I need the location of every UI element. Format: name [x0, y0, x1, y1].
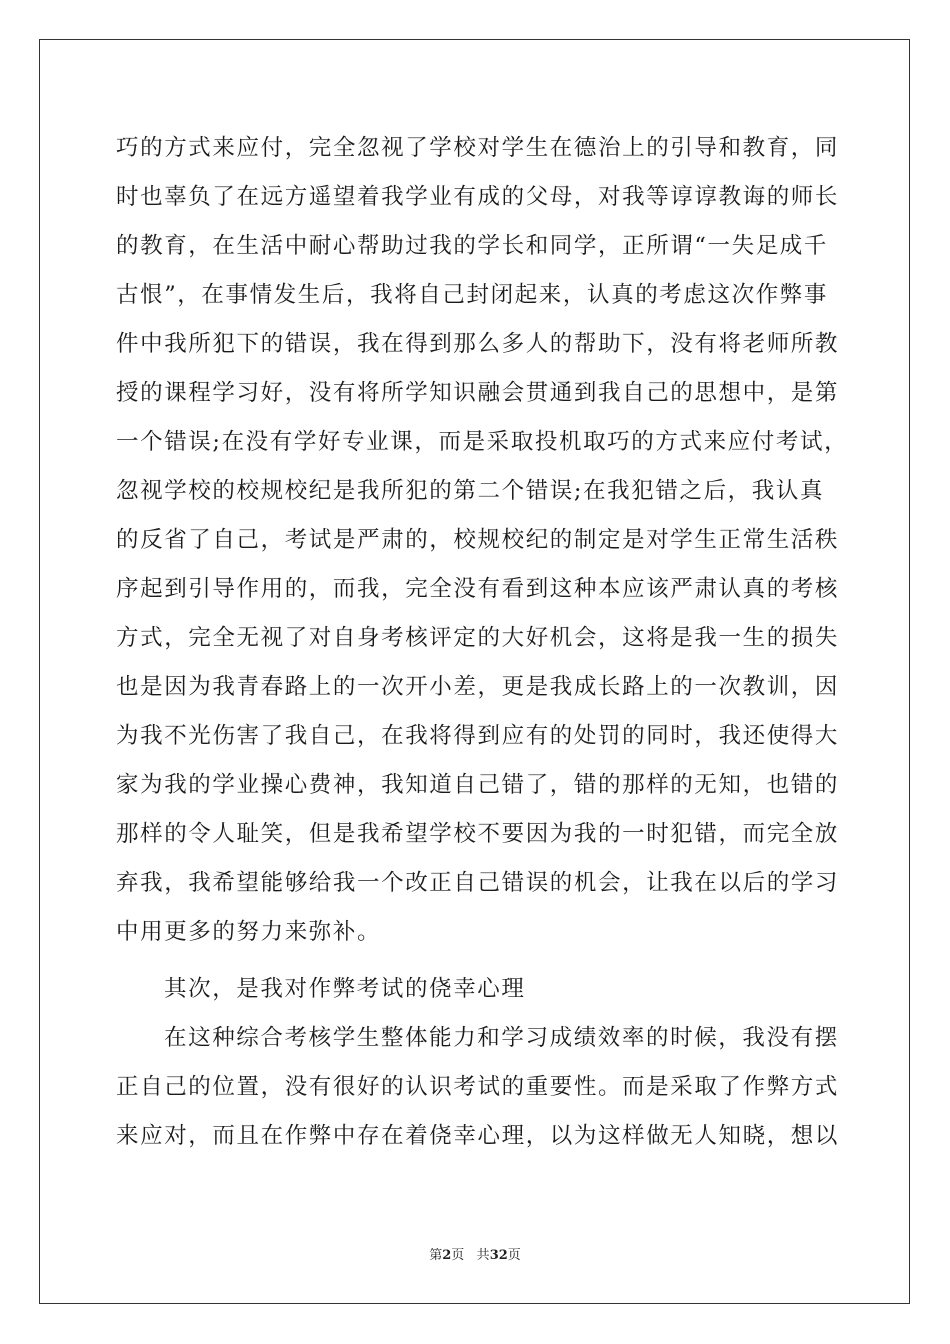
text-line: 也是因为我青春路上的一次开小差，更是我成长路上的一次教训，因	[116, 674, 840, 700]
text-line: 那样的令人耻笑，但是我希望学校不要因为我的一时犯错，而完全放	[116, 821, 840, 847]
text-line: 时也辜负了在远方遥望着我学业有成的父母，对我等谆谆教诲的师长	[116, 184, 840, 210]
total-pages: 32	[489, 1248, 508, 1263]
document-body	[116, 124, 849, 1161]
text-line: 来应对，而且在作弊中存在着侥幸心理，以为这样做无人知晓，想以	[116, 1123, 840, 1149]
total-prefix: 共	[476, 1248, 490, 1263]
text-line: 为我不光伤害了我自己，在我将得到应有的处罚的同时，我还使得大	[116, 723, 840, 749]
page-footer	[0, 1244, 950, 1263]
text-line: 的教育，在生活中耐心帮助过我的学长和同学，正所谓“一失足成千	[116, 233, 829, 259]
text-line: 巧的方式来应付，完全忽视了学校对学生在德治上的引导和教育，同	[116, 135, 840, 161]
text-line: 的反省了自己，考试是严肃的，校规校纪的制定是对学生正常生活秩	[116, 527, 840, 553]
text-line: 件中我所犯下的错误，我在得到那么多人的帮助下，没有将老师所教	[116, 331, 840, 357]
page-prefix: 第	[429, 1248, 443, 1263]
text-line: 中用更多的努力来弥补。	[116, 919, 382, 945]
text-line: 正自己的位置，没有很好的认识考试的重要性。而是采取了作弊方式	[116, 1074, 840, 1100]
text-line: 弃我，我希望能够给我一个改正自己错误的机会，让我在以后的学习	[116, 870, 840, 896]
text-line: 一个错误;在没有学好专业课，而是采取投机取巧的方式来应付考试，	[116, 429, 849, 455]
page-suffix: 页	[451, 1248, 465, 1263]
text-line: 授的课程学习好，没有将所学知识融会贯通到我自己的思想中，是第	[116, 380, 840, 406]
page-number: 2	[442, 1248, 452, 1263]
section-heading: 其次，是我对作弊考试的侥幸心理	[164, 976, 526, 1002]
text-line: 在这种综合考核学生整体能力和学习成绩效率的时候，我没有摆	[164, 1025, 839, 1051]
total-suffix: 页	[507, 1248, 521, 1263]
text-line: 序起到引导作用的，而我，完全没有看到这种本应该严肃认真的考核	[116, 576, 840, 602]
text-line: 家为我的学业操心费神，我知道自己错了，错的那样的无知，也错的	[116, 772, 840, 798]
text-line: 忽视学校的校规校纪是我所犯的第二个错误;在我犯错之后，我认真	[116, 478, 825, 504]
text-line: 古恨”，在事情发生后，我将自己封闭起来，认真的考虑这次作弊事	[116, 282, 829, 308]
text-line: 方式，完全无视了对自身考核评定的大好机会，这将是我一生的损失	[116, 625, 840, 651]
